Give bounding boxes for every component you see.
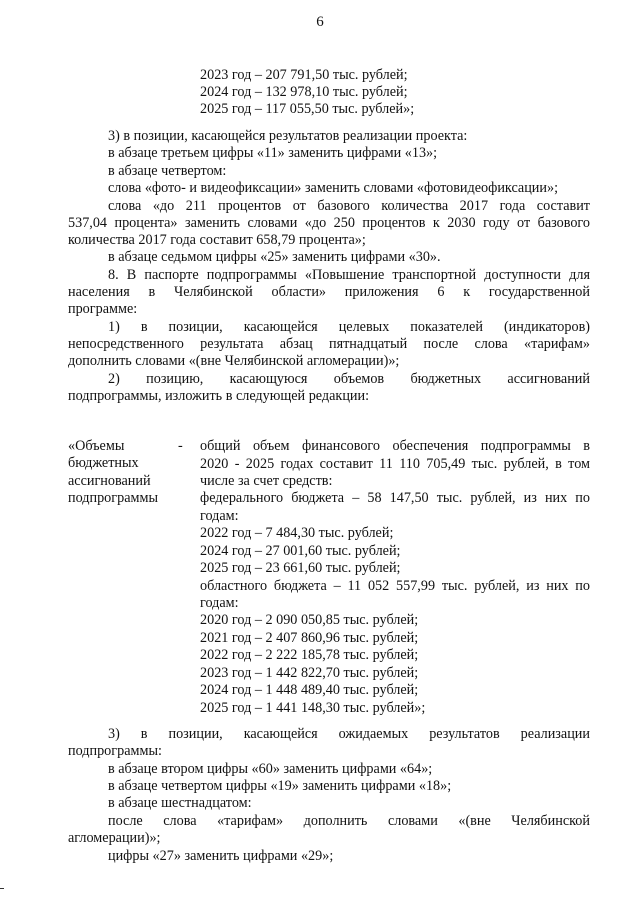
table-line: 2020 - 2025 годах составит 11 110 705,49 тыс. рублей, в том — [200, 456, 590, 472]
paragraph-line: в абзаце третьем цифры «11» заменить цифрами «13»; — [108, 145, 438, 161]
paragraph-line: 2) позицию, касающуюся объемов бюджетных ассигнований — [108, 371, 590, 387]
paragraph-line: количества 2017 года составит 658,79 процента»; — [68, 232, 366, 248]
table-label: «Объемы бюджетных ассигнований подпрограммы — [68, 438, 158, 507]
table-line: областного бюджета – 11 052 557,99 тыс. рублей, из них по — [200, 578, 590, 594]
text-line: 2025 год – 117 055,50 тыс. рублей»; — [200, 101, 415, 117]
paragraph-line: дополнить словами «(вне Челябинской агломерации)»; — [68, 353, 400, 369]
paragraph-line: в абзаце шестнадцатом: — [108, 795, 252, 811]
paragraph-line: подпрограммы: — [68, 743, 162, 759]
paragraph-line: в абзаце четвертом: — [108, 163, 227, 179]
table-line: федерального бюджета – 58 147,50 тыс. рублей, из них по — [200, 490, 590, 506]
paragraph-line: населения в Челябинской области» приложения 6 к государственной — [68, 284, 590, 300]
table-line: 2025 год – 1 441 148,30 тыс. рублей»; — [200, 700, 426, 716]
text-line: 2023 год – 207 791,50 тыс. рублей; — [200, 67, 408, 83]
table-line: 2020 год – 2 090 050,85 тыс. рублей; — [200, 612, 419, 628]
table-line: общий объем финансового обеспечения подпрограммы в — [200, 438, 590, 454]
paragraph-line: агломерации)»; — [68, 830, 161, 846]
paragraph-line: 8. В паспорте подпрограммы «Повышение транспортной доступности для — [108, 267, 590, 283]
paragraph-line: слова «до 211 процентов от базового количества 2017 года составит — [108, 198, 590, 214]
paragraph-line: 537,04 процента» заменить словами «до 250 процентов к 2030 году от базового — [68, 215, 590, 231]
table-line: 2021 год – 2 407 860,96 тыс. рублей; — [200, 630, 419, 646]
paragraph-line: слова «фото- и видеофиксации» заменить словами «фотовидеофиксации»; — [108, 180, 559, 196]
table-line: 2024 год – 1 448 489,40 тыс. рублей; — [200, 682, 419, 698]
paragraph-line: подпрограммы, изложить в следующей редакции: — [68, 388, 370, 404]
table-line: 2024 год – 27 001,60 тыс. рублей; — [200, 543, 401, 559]
paragraph-line: 1) в позиции, касающейся целевых показателей (индикаторов) — [108, 319, 590, 335]
paragraph-line: непосредственного результата абзац пятнадцатый после слова «тарифам» — [68, 336, 590, 352]
table-line: 2025 год – 23 661,60 тыс. рублей; — [200, 560, 401, 576]
paragraph-line: 3) в позиции, касающейся результатов реализации проекта: — [108, 128, 468, 144]
table-line: годам: — [200, 595, 239, 611]
table-line: 2022 год – 7 484,30 тыс. рублей; — [200, 525, 394, 541]
edge-mark — [0, 888, 4, 889]
table-dash: - — [178, 438, 183, 454]
paragraph-line: после слова «тарифам» дополнить словами «(вне Челябинской — [108, 813, 590, 829]
paragraph-line: цифры «27» заменить цифрами «29»; — [108, 848, 334, 864]
table-line: 2023 год – 1 442 822,70 тыс. рублей; — [200, 665, 419, 681]
paragraph-line: в абзаце втором цифры «60» заменить цифрами «64»; — [108, 761, 433, 777]
table-line: годам: — [200, 508, 239, 524]
paragraph-line: программе: — [68, 301, 138, 317]
paragraph-line: в абзаце седьмом цифры «25» заменить цифрами «30». — [108, 249, 441, 265]
paragraph-line: 3) в позиции, касающейся ожидаемых результатов реализации — [108, 726, 590, 742]
text-line: 2024 год – 132 978,10 тыс. рублей; — [200, 84, 408, 100]
paragraph-line: в абзаце четвертом цифры «19» заменить цифрами «18»; — [108, 778, 452, 794]
page-number: 6 — [316, 14, 324, 30]
table-line: 2022 год – 2 222 185,78 тыс. рублей; — [200, 647, 419, 663]
table-line: числе за счет средств: — [200, 473, 333, 489]
